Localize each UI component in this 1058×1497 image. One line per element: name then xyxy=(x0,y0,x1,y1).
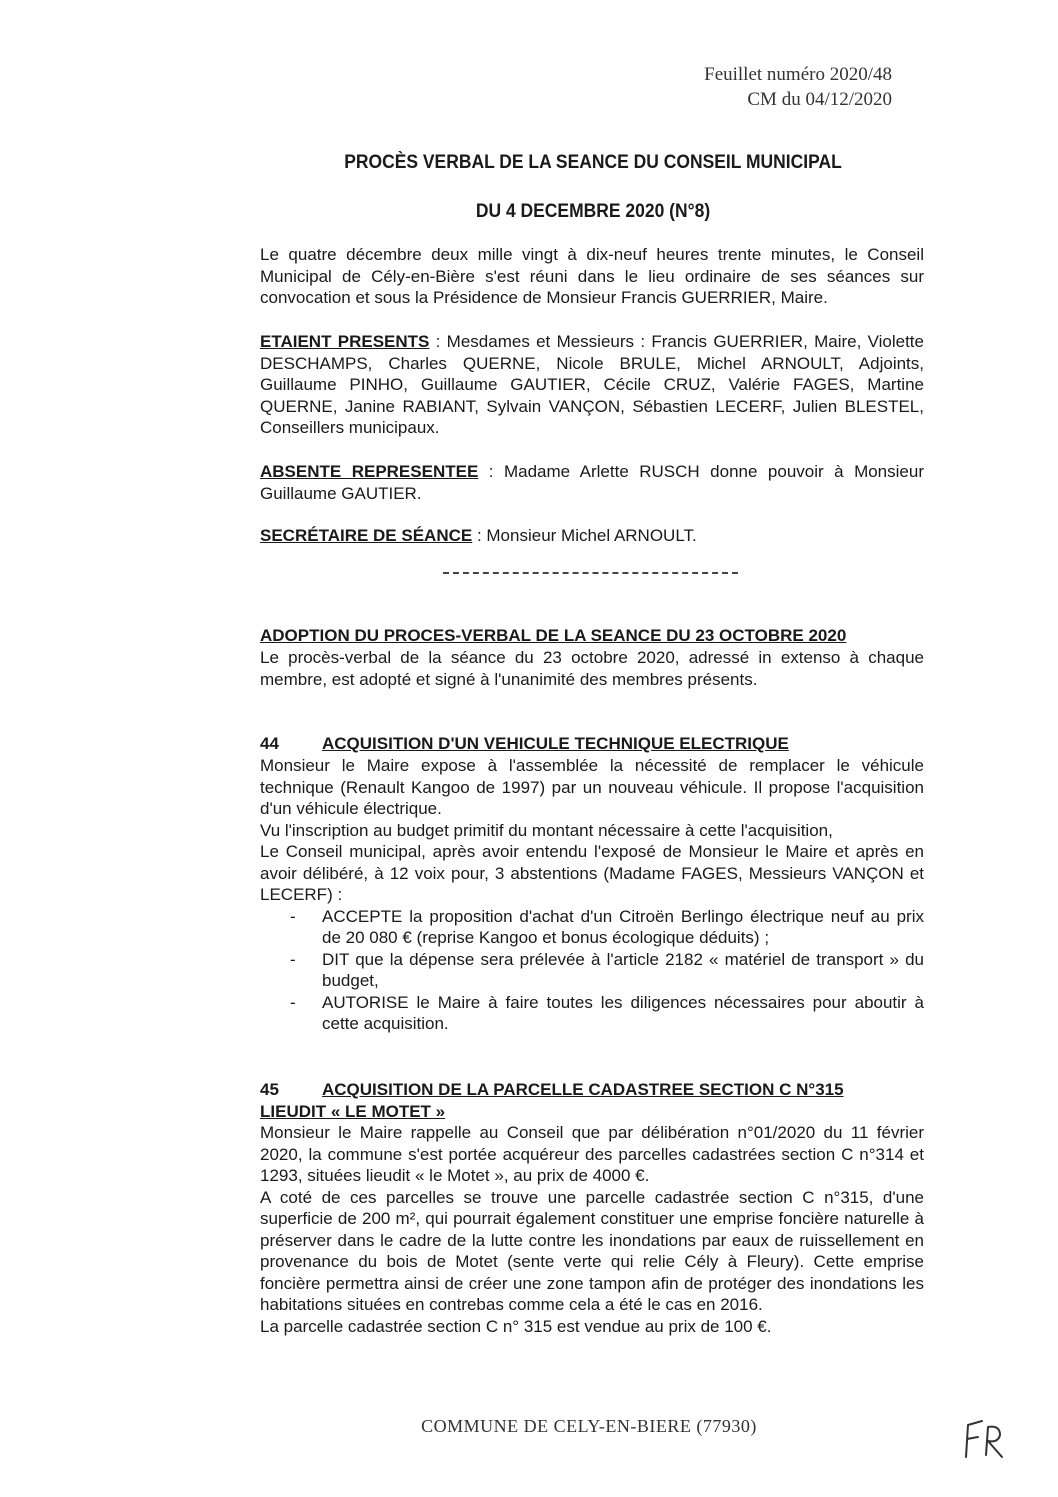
item45-paragraph-1: Monsieur le Maire rappelle au Conseil que par délibération n°01/2020 du 11 février 2020, la commune s'est portée acquéreur des parcelles cadastrées section C n°314 et 1293, situées lieudit « le Motet », au prix de 4000 €. xyxy=(260,1123,924,1185)
presents-paragraph xyxy=(260,331,924,439)
item45-number: 45 xyxy=(260,1080,279,1099)
adoption-paragraph: Le procès-verbal de la séance du 23 octobre 2020, adressé in extenso à chaque membre, est adopté et signé à l'unanimité des membres présents. xyxy=(260,648,924,689)
item44-title-text: ACQUISITION D'UN VEHICULE TECHNIQUE ELECTRIQUE xyxy=(322,734,789,753)
adoption-title-text: ADOPTION DU PROCES-VERBAL DE LA SEANCE DU 23 OCTOBRE 2020 xyxy=(260,626,847,645)
secretaire-paragraph xyxy=(260,525,924,547)
item45-title xyxy=(260,1079,924,1122)
decision-item: - DIT que la dépense sera prélevée à l'article 2182 « matériel de transport » du budget, xyxy=(260,949,924,992)
sheet-reference xyxy=(704,62,892,112)
item45-title-line1: ACQUISITION DE LA PARCELLE CADASTREE SECTION C N°315 xyxy=(322,1080,844,1099)
footer-commune: COMMUNE DE CELY-EN-BIERE (77930) xyxy=(421,1416,757,1436)
presents-label: ETAIENT PRESENTS xyxy=(260,332,430,351)
handwritten-initials xyxy=(960,1415,1008,1461)
decision-item: - AUTORISE le Maire à faire toutes les diligences nécessaires pour aboutir à cette acquisition. xyxy=(260,992,924,1035)
secretaire-text: : Monsieur Michel ARNOULT. xyxy=(472,526,697,545)
secretaire-label: SECRÉTAIRE DE SÉANCE xyxy=(260,526,473,545)
item44-paragraph-1: Monsieur le Maire expose à l'assemblée la nécessité de remplacer le véhicule technique (Renault Kangoo de 1997) par un nouveau véhicule. Il propose l'acquisition d'un véhicule électrique. xyxy=(260,756,924,818)
absente-text: : Madame Arlette RUSCH donne pouvoir à Monsieur Guillaume GAUTIER. xyxy=(260,462,924,503)
document-subtitle: DU 4 DECEMBRE 2020 (N°8) xyxy=(475,201,711,222)
item44-paragraph-3: Le Conseil municipal, après avoir entendu l'exposé de Monsieur le Maire et après en avoir délibéré, à 12 voix pour, 3 abstentions (Madame FAGES, Messieurs VANÇON et LECERF) : xyxy=(260,842,924,904)
presents-text: : Mesdames et Messieurs : Francis GUERRIER, Maire, Violette DESCHAMPS, Charles QUERNE, Nicole BRULE, Michel ARNOULT, Adjoints, Guillaume PINHO, Guillaume GAUTIER, Cécile CRUZ, Valérie FAGES, Martine QUERNE, Janine RABIANT, Sylvain VANÇON, Sébastien LECERF, Julien BLESTEL, Conseillers municipaux. xyxy=(260,332,924,437)
decision-item: - ACCEPTE la proposition d'achat d'un Citroën Berlingo électrique neuf au prix de 20 080 € (reprise Kangoo et bonus écologique déduits) ; xyxy=(260,906,924,949)
meeting-date: CM du 04/12/2020 xyxy=(747,89,892,110)
absente-label: ABSENTE REPRESENTEE xyxy=(260,462,479,481)
item44-paragraph-2: Vu l'inscription au budget primitif du montant nécessaire à cette l'acquisition, xyxy=(260,820,833,840)
document-title: PROCÈS VERBAL DE LA SEANCE DU CONSEIL MUNICIPAL xyxy=(344,152,842,173)
item45-title-line2: LIEUDIT « LE MOTET » xyxy=(260,1101,446,1121)
absente-paragraph xyxy=(260,461,924,504)
item45-paragraph-2: A coté de ces parcelles se trouve une parcelle cadastrée section C n°315, d'une superficie de 200 m², qui pourrait également constituer une emprise foncière naturelle à préserver dans le cadre de la lutte contre les inondations par eaux de ruissellement en provenance du bois de Motet (sente verte qui relie Cély à Fleury). Cette emprise foncière permettra ainsi de créer une zone tampon afin de protéger des inondations les habitations situées en contrebas comme cela a été le cas en 2016. xyxy=(260,1187,924,1314)
item44-number: 44 xyxy=(260,734,279,753)
item44-decisions xyxy=(260,906,924,1035)
item45-body xyxy=(260,1122,924,1337)
adoption-title xyxy=(260,625,846,647)
item44-title xyxy=(260,733,789,755)
item45-paragraph-3: La parcelle cadastrée section C n° 315 est vendue au prix de 100 €. xyxy=(260,1316,772,1336)
item44-body xyxy=(260,755,924,1035)
sheet-number: Feuillet numéro 2020/48 xyxy=(704,64,892,85)
separator xyxy=(443,572,738,574)
intro-paragraph: Le quatre décembre deux mille vingt à dix-neuf heures trente minutes, le Conseil Municipal de Cély-en-Bière s'est réuni dans le lieu ordinaire de ses séances sur convocation et sous la Présidence de Monsieur Francis GUERRIER, Maire. xyxy=(260,245,924,307)
